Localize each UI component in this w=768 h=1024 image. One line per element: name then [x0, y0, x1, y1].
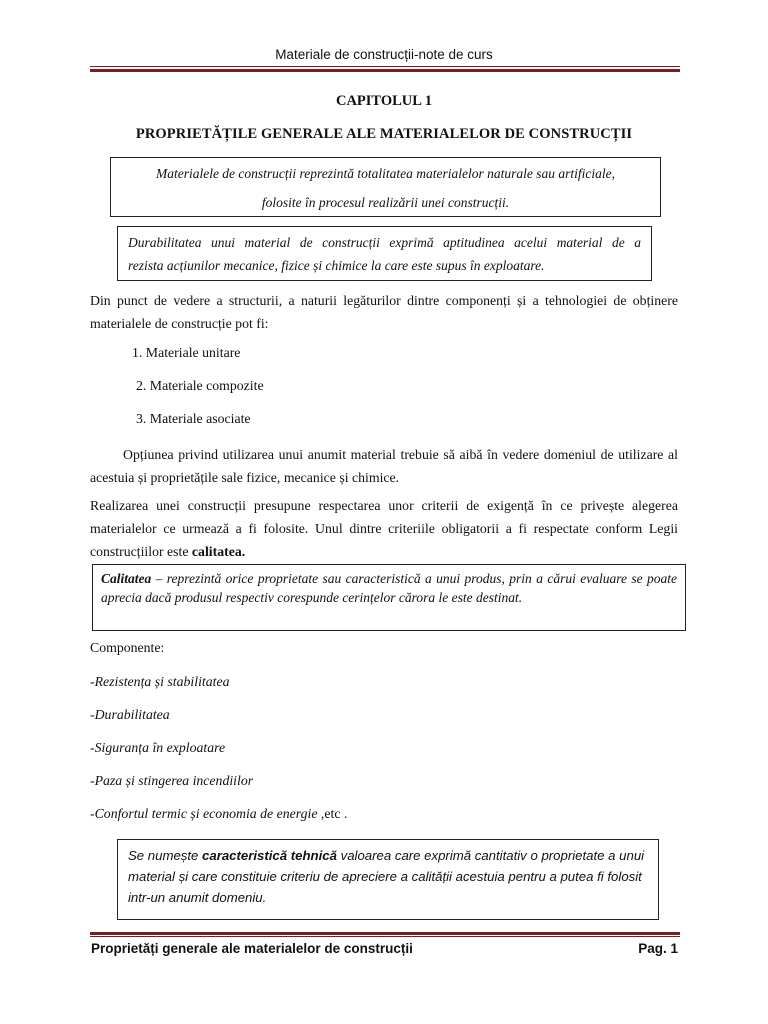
technical-after: valoarea care exprimă cantitativ o proprietate a unui material și care constituie criteriu de apreciere a calității acestuia pentru a putea fi folosit intr-un anumit domeniu.	[128, 848, 645, 905]
quality-text: – reprezintă orice proprietate sau caracteristică a unui produs, prin a cărui evaluare se poate aprecia dacă produsul respectiv corespunde cerințelor cărora le este destinat.	[101, 571, 677, 605]
component-item: -Durabilitatea	[90, 707, 170, 722]
header-rule-thick	[90, 69, 680, 72]
running-header: Materiale de construcții-note de curs	[275, 47, 493, 62]
durability-line-1: Durabilitatea unui material de construcții exprimă aptitudinea acelui material de a	[128, 235, 641, 250]
criteria-bold: calitatea.	[191, 544, 246, 559]
durability-line-2: rezista acțiunilor mecanice, fizice și chimice la care este supus în exploatare.	[128, 258, 545, 273]
structure-paragraph: Din punct de vedere a structurii, a naturii legăturilor dintre componenți și a tehnologiei de obținere materialele de construcție pot fi:	[90, 293, 678, 331]
technical-bold: caracteristică tehnică	[202, 848, 337, 863]
section-title: PROPRIETĂȚILE GENERALE ALE MATERIALELOR DE CONSTRUCȚII	[135, 126, 633, 142]
criteria-text: Realizarea unei construcții presupune respectarea unor criterii de exigență în ce privește alegerea materialelor ce urmează a fi folosite. Unul dintre criteriile obligatorii a fi respectate conform Legii construcțiilor este	[90, 498, 678, 559]
definition-box-materials	[110, 157, 661, 217]
technical-before: Se numește	[128, 848, 203, 863]
definition-line-2: folosite în procesul realizării unei construcții.	[261, 195, 510, 210]
quality-term: Calitatea	[101, 571, 152, 586]
list-item-3: 3. Materiale asociate	[136, 411, 251, 426]
component-last-rest: ,etc .	[317, 806, 348, 821]
component-item-last	[90, 806, 347, 822]
header-rule-thin	[90, 66, 680, 67]
list-item-1: 1. Materiale unitare	[132, 345, 241, 360]
technical-characteristic-box	[117, 839, 659, 920]
footer-rule-thick	[90, 932, 680, 935]
page-number: Pag. 1	[638, 941, 678, 956]
component-item: -Paza și stingerea incendiilor	[90, 773, 254, 788]
footer-rule-thin	[90, 936, 680, 937]
criteria-paragraph	[90, 494, 678, 563]
component-item: -Siguranța în exploatare	[90, 740, 226, 755]
definition-box-durability	[117, 226, 652, 281]
list-item-2: 2. Materiale compozite	[136, 378, 264, 393]
option-paragraph: Opțiunea privind utilizarea unui anumit material trebuie să aibă în vedere domeniul de utilizare al acestuia și proprietățile sale fizice, mecanice și chimice.	[90, 447, 678, 485]
quality-definition-box	[92, 564, 686, 631]
chapter-heading: CAPITOLUL 1	[335, 93, 433, 109]
components-label: Componente:	[90, 640, 165, 655]
component-last-italic: -Confortul termic și economia de energie	[90, 806, 318, 821]
footer-title: Proprietăți generale ale materialelor de construcții	[91, 941, 413, 956]
definition-line-1: Materialele de construcții reprezintă totalitatea materialelor naturale sau artificiale,	[155, 166, 616, 181]
component-item: -Rezistența și stabilitatea	[90, 674, 230, 689]
